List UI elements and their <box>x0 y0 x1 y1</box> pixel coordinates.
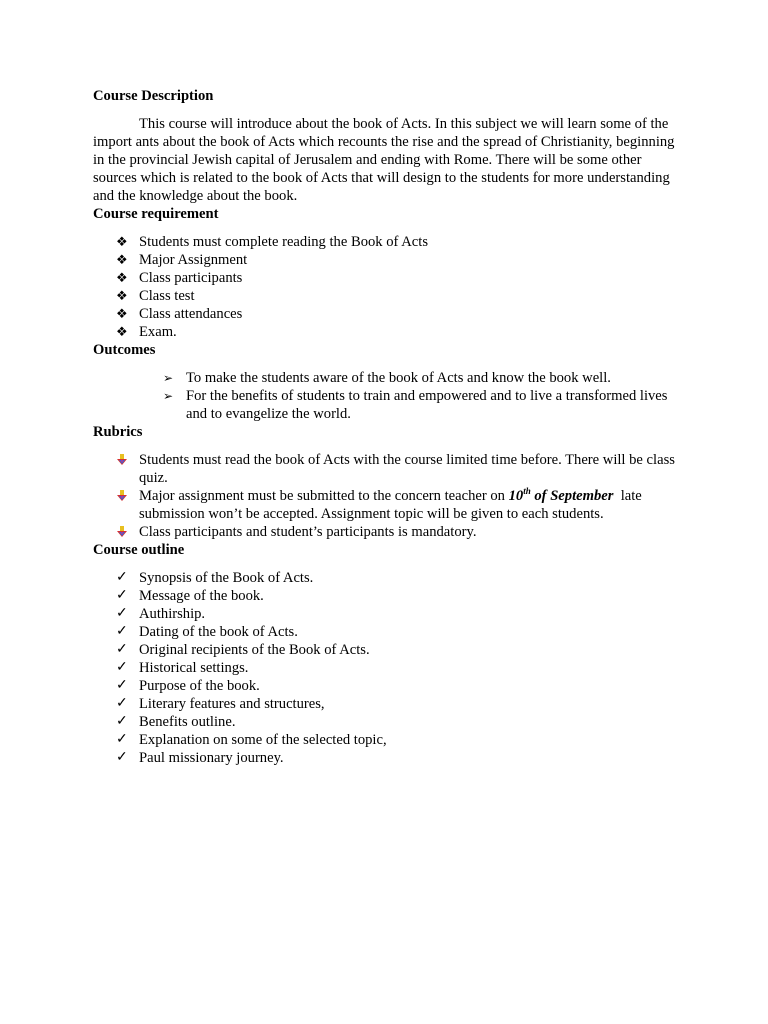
list-item <box>93 323 675 341</box>
list-item <box>93 569 675 587</box>
list-item <box>93 287 675 305</box>
list-item-text: Dating of the book of Acts. <box>139 624 298 640</box>
diamond-bullet-icon: ❖ <box>116 324 128 339</box>
checkmark-bullet-icon: ✓ <box>116 678 128 693</box>
checkmark-bullet-icon: ✓ <box>116 750 128 765</box>
arrow-bullet-icon: ➢ <box>163 389 174 403</box>
list-item <box>93 487 675 523</box>
due-date-month: of September <box>530 488 614 504</box>
course-requirement-list <box>93 233 675 341</box>
diamond-bullet-icon: ❖ <box>116 234 128 249</box>
diamond-bullet-icon: ❖ <box>116 306 128 321</box>
list-item-text: Class participants <box>139 270 243 286</box>
list-item-text: Original recipients of the Book of Acts. <box>139 642 370 658</box>
course-outline-heading: Course outline <box>93 542 185 558</box>
checkmark-bullet-icon: ✓ <box>116 570 128 585</box>
list-item-text: Purpose of the book. <box>139 678 260 694</box>
course-description-heading: Course Description <box>93 88 214 104</box>
list-item <box>93 605 675 623</box>
list-item <box>93 369 675 387</box>
colored-arrow-bullet-icon <box>116 523 132 541</box>
due-date-suffix: th <box>523 486 531 497</box>
list-item-text: Class attendances <box>139 306 243 322</box>
list-item-text: Paul missionary journey. <box>139 750 284 766</box>
course-requirement-heading: Course requirement <box>93 206 219 222</box>
list-item-text: Major Assignment <box>139 252 248 268</box>
course-outline-list <box>93 569 675 767</box>
course-description-paragraph: This course will introduce about the book of Acts. In this subject we will learn some of the import ants about the book of Acts which recounts the rise and the spread of Christianity, beginning in the provincial Jewish capital of Jerusalem and ending with Rome. There will be some other sources which is related to the book of Acts that will design to the students for more understanding and the knowledge about the book. <box>93 116 675 204</box>
rubrics-heading: Rubrics <box>93 424 143 440</box>
document-page <box>93 87 675 767</box>
list-item-text: Benefits outline. <box>139 714 236 730</box>
list-item <box>93 269 675 287</box>
checkmark-bullet-icon: ✓ <box>116 714 128 729</box>
list-item-text: Class test <box>139 288 195 304</box>
list-item <box>93 731 675 749</box>
diamond-bullet-icon: ❖ <box>116 288 128 303</box>
diamond-bullet-icon: ❖ <box>116 252 128 267</box>
checkmark-bullet-icon: ✓ <box>116 606 128 621</box>
rubric-text: Major assignment must be submitted to the concern teacher on <box>139 488 509 504</box>
arrow-bullet-icon: ➢ <box>163 371 174 385</box>
list-item-text: Synopsis of the Book of Acts. <box>139 570 314 586</box>
list-item-text: Explanation on some of the selected topic, <box>139 732 387 748</box>
checkmark-bullet-icon: ✓ <box>116 588 128 603</box>
list-item-text: Authirship. <box>139 606 206 622</box>
list-item <box>93 233 675 251</box>
list-item <box>93 251 675 269</box>
colored-arrow-bullet-icon <box>116 451 132 469</box>
outcomes-heading: Outcomes <box>93 342 156 358</box>
list-item <box>93 523 675 541</box>
checkmark-bullet-icon: ✓ <box>116 696 128 711</box>
list-item <box>93 305 675 323</box>
list-item <box>93 713 675 731</box>
list-item-text: For the benefits of students to train and empowered and to live a transformed lives and to evangelize the world. <box>186 388 668 422</box>
rubrics-list <box>93 451 675 541</box>
checkmark-bullet-icon: ✓ <box>116 624 128 639</box>
colored-arrow-bullet-icon <box>116 487 132 505</box>
list-item <box>93 749 675 767</box>
list-item <box>93 587 675 605</box>
outcomes-list <box>93 369 675 423</box>
due-date-number: 10 <box>508 488 524 504</box>
list-item-text: Message of the book. <box>139 588 264 604</box>
list-item <box>93 695 675 713</box>
checkmark-bullet-icon: ✓ <box>116 642 128 657</box>
diamond-bullet-icon: ❖ <box>116 270 128 285</box>
list-item-text: To make the students aware of the book of Acts and know the book well. <box>186 370 611 386</box>
list-item <box>93 623 675 641</box>
list-item <box>93 641 675 659</box>
rubric-text: Students must read the book of Acts with the course limited time before. There will be class quiz. <box>139 452 675 486</box>
list-item-text: Students must complete reading the Book of Acts <box>139 234 428 250</box>
list-item <box>93 677 675 695</box>
list-item <box>93 451 675 487</box>
list-item <box>93 387 675 423</box>
list-item-text: Historical settings. <box>139 660 249 676</box>
rubric-text: late submission won’t be accepted. Assignment topic will be given to each students. <box>139 488 646 522</box>
rubric-text: Class participants and student’s participants is mandatory. <box>139 524 477 540</box>
checkmark-bullet-icon: ✓ <box>116 732 128 747</box>
list-item-text: Literary features and structures, <box>139 696 325 712</box>
checkmark-bullet-icon: ✓ <box>116 660 128 675</box>
due-date <box>509 488 614 504</box>
list-item <box>93 659 675 677</box>
list-item-text: Exam. <box>139 324 177 340</box>
